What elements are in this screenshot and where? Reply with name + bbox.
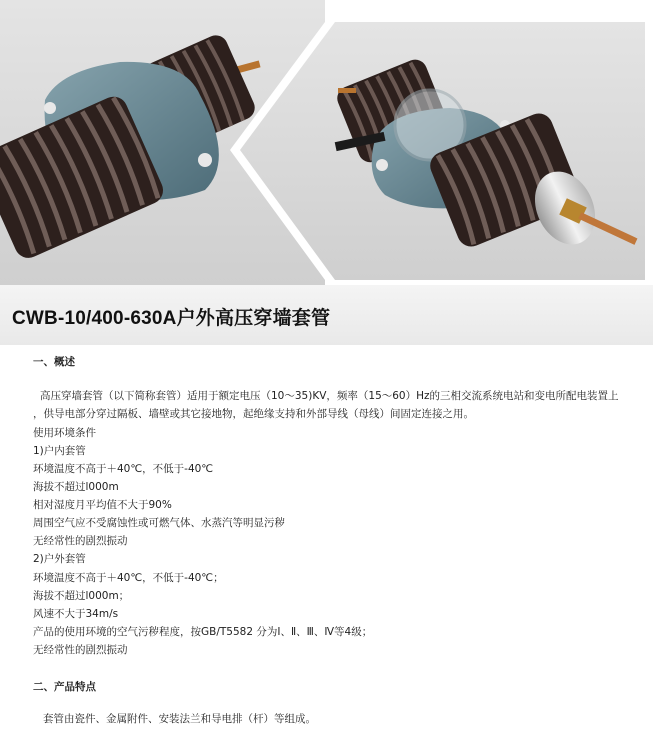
intro-line-2: ，供导电部分穿过隔板、墙壁或其它接地物，起绝缘支持和外部导线（母线）间固定连接之用。 [33, 408, 474, 420]
indoor-label: 1)户内套管 [33, 445, 86, 457]
intro-line-1: 高压穿墙套管（以下简称套管）适用于额定电压（10～35)KV，频率（15～60）Hz的三相交流系统电站和变电所配电装置上 [40, 390, 619, 402]
outdoor-item: 产品的使用环境的空气污秽程度，按GB/T5582 分为Ⅰ、Ⅱ、Ⅲ、Ⅳ等4级； [33, 626, 373, 638]
section1-heading: 一、概述 [33, 356, 75, 368]
outdoor-label: 2)户外套管 [33, 553, 86, 565]
outdoor-item: 风速不大于34m/s [33, 608, 119, 620]
indoor-item: 海拔不超过l000m [33, 481, 119, 493]
indoor-item: 相对湿度月平均值不大于90% [33, 499, 172, 511]
indoor-item: 无经常性的剧烈振动 [33, 535, 128, 547]
outdoor-item: 环境温度不高于＋40℃，不低于-40℃； [33, 572, 224, 584]
section2-heading: 二、产品特点 [33, 681, 96, 693]
indoor-item: 环境温度不高于＋40℃，不低于-40℃ [33, 463, 214, 475]
outdoor-item: 无经常性的剧烈振动 [33, 644, 128, 656]
product-photo [0, 0, 653, 285]
outdoor-item: 海拔不超过l000m； [33, 590, 130, 602]
conditions-label: 使用环境条件 [33, 427, 96, 439]
indoor-item: 周围空气应不受腐蚀性或可燃气体、水蒸汽等明显污秽 [33, 517, 285, 529]
product-title: CWB-10/400-630A户外高压穿墙套管 [12, 308, 331, 329]
section2-text: 套管由瓷件、金属附件、安装法兰和导电排（杆）等组成。 [43, 713, 316, 725]
